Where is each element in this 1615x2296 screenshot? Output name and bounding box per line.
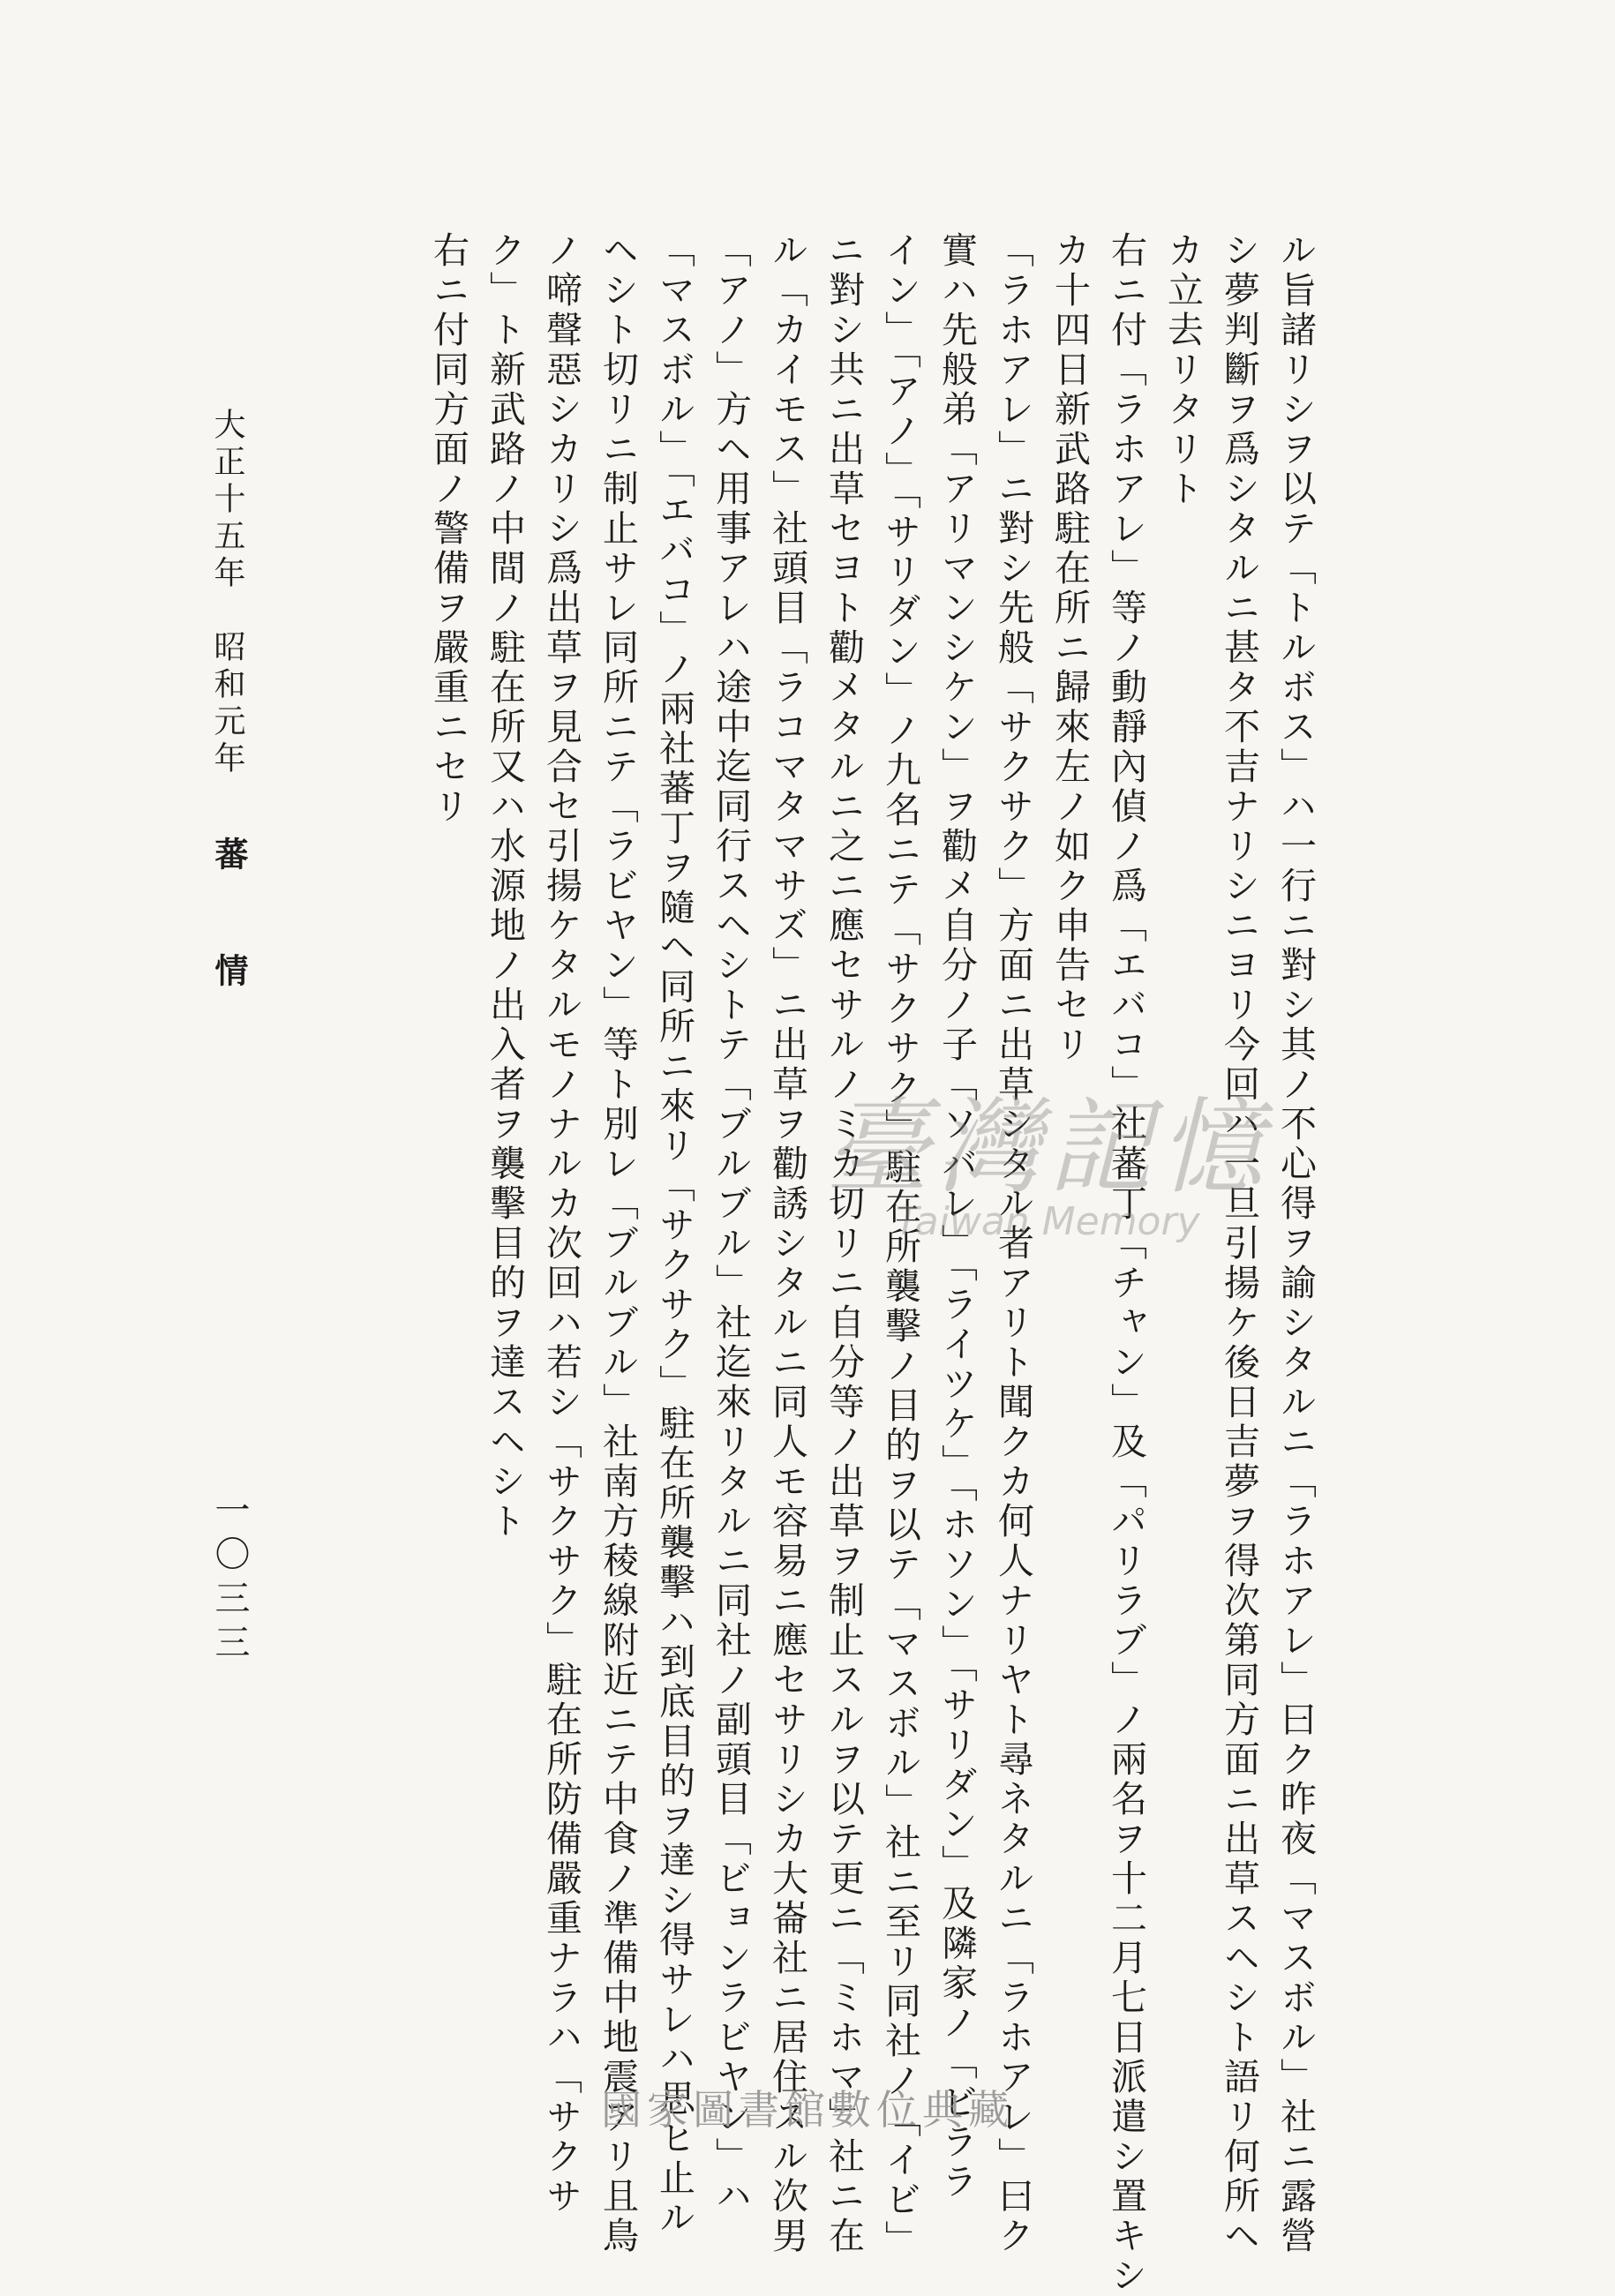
text-line: カ十四日新武路駐在所ニ歸來左ノ如ク申告セリ	[1048, 231, 1091, 1065]
page-number: 一〇三三	[209, 1491, 250, 1668]
text-line: シ夢判斷ヲ爲シタルニ甚タ不吉ナリシニヨリ今回ハ一旦引揚ケ後日吉夢ヲ得次第同方面ニ出草スヘシト語リ何所ヘ	[1218, 231, 1260, 2256]
text-line: ル「カイモス」社頭目「ラコマタマサズ」ニ出草ヲ勸誘シタルニ同人モ容易ニ應セサリシカ大崙社ニ居住スル次男	[766, 231, 808, 2256]
text-line: 右ニ付同方面ノ警備ヲ嚴重ニセリ	[427, 231, 469, 827]
footer-credit: 國家圖書館數位典藏	[601, 2086, 1014, 2134]
watermark-latin: Taiwan Memory	[895, 1199, 1200, 1244]
text-line: 實ハ先般弟「アリマンシケン」ヲ勸メ自分ノ子「ソバレ」「ライツケ」「ホソン」「サリダン」及隣家ノ「ビララ	[935, 231, 978, 2202]
text-line: 「マスボル」「エバコ」ノ兩社蕃丁ヲ隨ヘ同所ニ來リ「サクサク」駐在所襲擊ハ到底目的ヲ達シ得サレハ思ヒ止ル	[653, 231, 695, 2239]
text-line: ニ對シ共ニ出草セヨト勸メタルニ之ニ應セサルノミカ切リニ自分等ノ出草ヲ制止スルヲ以テ更ニ「ミホマ」社ニ在	[823, 231, 865, 2256]
section-title: 蕃 情	[209, 837, 249, 992]
text-line: ル旨諸リシヲ以テ「トルボス」ハ一行ニ對シ其ノ不心得ヲ諭シタルニ「ラホアレ」曰ク昨夜「マスボル」社ニ露營	[1274, 231, 1317, 2256]
text-line: 右ニ付「ラホアレ」等ノ動靜內偵ノ爲「エバコ」社蕃丁「チャン」及「パリラブ」ノ兩名ヲ十二月七日派遣シ置キシ	[1105, 231, 1147, 2296]
text-line: ノ啼聲惡シカリシ爲出草ヲ見合セ引揚ケタルモノナルカ次回ハ若シ「サクサク」駐在所防備嚴重ナラハ「サクサ	[540, 231, 582, 2217]
text-line: 「アノ」方ヘ用事アレハ途中迄同行スヘシトテ「ブルブル」社迄來リタルニ同社ノ副頭目「ビョンラビヤン」ハ	[710, 231, 752, 2217]
text-line: 「ラホアレ」ニ對シ先般「サクサク」方面ニ出草シタル者アリト聞クカ何人ナリヤト尋ネタルニ「ラホアレ」曰ク	[992, 231, 1034, 2256]
text-line: イン」「アノ」「サリダン」ノ九名ニテ「サクサク」駐在所襲擊ノ目的ヲ以テ「マスボル」社ニ至リ同社ノ「イビ」	[879, 231, 921, 2260]
running-head: 大正十五年 昭和元年	[209, 408, 245, 778]
text-line: カ立去リタリト	[1161, 231, 1204, 509]
text-line: ク」ト新武路ノ中間ノ駐在所又ハ水源地ノ出入者ヲ襲擊目的ヲ達スヘシト	[484, 231, 526, 1542]
watermark-cjk: 臺灣記憶	[825, 1086, 1271, 1208]
text-line: ヘシト切リニ制止サレ同所ニテ「ラビヤン」等ト別レ「ブルブル」社南方稜線附近ニテ中食ノ準備中地震アリ且鳥	[597, 231, 639, 2256]
